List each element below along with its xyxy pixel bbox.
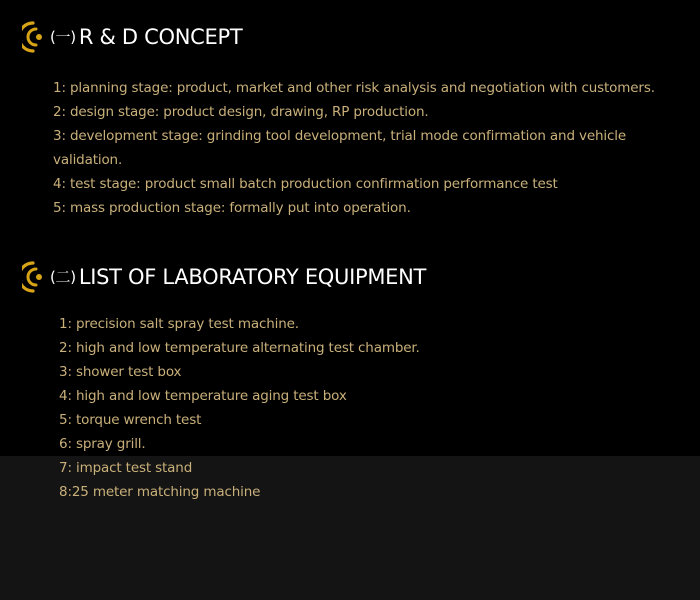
list-item: 2: design stage: product design, drawing, RP production. (53, 104, 429, 120)
section-title-text: LIST OF LABORATORY EQUIPMENT (78, 265, 427, 289)
list-item: 7: impact test stand (59, 460, 193, 476)
section-number: (二) (50, 268, 76, 286)
section-title (50, 265, 426, 289)
signal-waves-icon (22, 260, 48, 294)
list-item: 5: mass production stage: formally put into operation. (53, 200, 411, 216)
list-item: 2: high and low temperature alternating test chamber. (59, 340, 420, 356)
list-item: 5: torque wrench test (59, 412, 202, 428)
list-item: 3: development stage: grinding tool development, trial mode confirmation and vehicle validation. (53, 128, 627, 168)
list-item: 6: spray grill. (59, 436, 146, 452)
list-item: 4: test stage: product small batch production confirmation performance test (53, 176, 558, 192)
rd-concept-header (22, 20, 242, 54)
list-item: 3: shower test box (59, 364, 182, 380)
list-item: 8:25 meter matching machine (59, 484, 261, 500)
list-item: 4: high and low temperature aging test box (59, 388, 347, 404)
section-title (50, 25, 242, 49)
list-item: 1: planning stage: product, market and other risk analysis and negotiation with customers. (53, 80, 655, 96)
section-title-text: R & D CONCEPT (78, 25, 243, 49)
list-item: 1: precision salt spray test machine. (59, 316, 299, 332)
lab-equipment-header (22, 260, 426, 294)
section-number: (一) (50, 28, 76, 46)
lab-equipment-list (59, 312, 659, 504)
rd-concept-list (53, 76, 678, 220)
signal-waves-icon (22, 20, 48, 54)
